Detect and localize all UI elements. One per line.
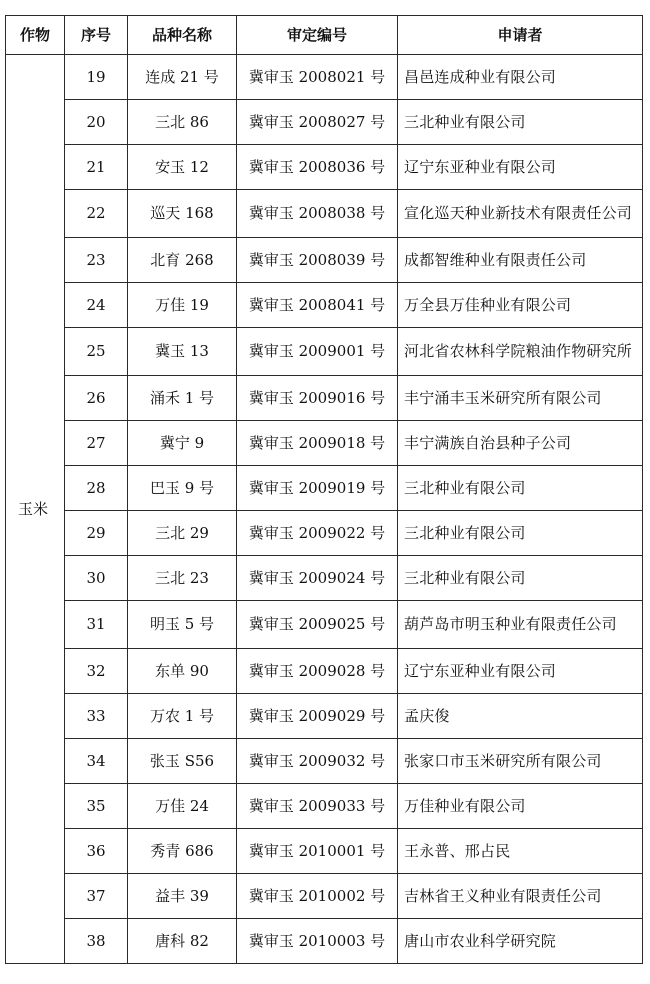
approval-number-cell: 冀审玉 2009022 号	[237, 511, 398, 556]
variety-cell: 秀青 686	[128, 829, 237, 874]
applicant-cell: 三北种业有限公司	[398, 466, 643, 511]
crop-name-cell: 玉米	[6, 55, 65, 964]
table-row	[6, 511, 643, 556]
seq-cell: 27	[65, 421, 128, 466]
variety-cell: 万佳 24	[128, 784, 237, 829]
seq-cell: 29	[65, 511, 128, 556]
variety-cell: 唐科 82	[128, 919, 237, 964]
approval-number-cell: 冀审玉 2009016 号	[237, 376, 398, 421]
applicant-cell: 丰宁满族自治县种子公司	[398, 421, 643, 466]
applicant-cell: 三北种业有限公司	[398, 100, 643, 145]
table-row	[6, 238, 643, 283]
table-row	[6, 100, 643, 145]
approval-number-cell: 冀审玉 2010002 号	[237, 874, 398, 919]
approval-number-cell: 冀审玉 2008039 号	[237, 238, 398, 283]
table-row	[6, 145, 643, 190]
header-seq: 序号	[65, 16, 128, 55]
variety-cell: 明玉 5 号	[128, 601, 237, 649]
variety-cell: 益丰 39	[128, 874, 237, 919]
approval-number-cell: 冀审玉 2009019 号	[237, 466, 398, 511]
approval-number-cell: 冀审玉 2009029 号	[237, 694, 398, 739]
seq-cell: 21	[65, 145, 128, 190]
approval-number-cell: 冀审玉 2010001 号	[237, 829, 398, 874]
header-approval: 审定编号	[237, 16, 398, 55]
applicant-cell: 丰宁涌丰玉米研究所有限公司	[398, 376, 643, 421]
seq-cell: 35	[65, 784, 128, 829]
variety-cell: 万农 1 号	[128, 694, 237, 739]
applicant-cell: 唐山市农业科学研究院	[398, 919, 643, 964]
approval-number-cell: 冀审玉 2008027 号	[237, 100, 398, 145]
table-row	[6, 649, 643, 694]
applicant-cell: 辽宁东亚种业有限公司	[398, 145, 643, 190]
variety-cell: 三北 86	[128, 100, 237, 145]
variety-cell: 张玉 S56	[128, 739, 237, 784]
table-header-row	[6, 16, 643, 55]
table-row	[6, 739, 643, 784]
applicant-cell: 孟庆俊	[398, 694, 643, 739]
variety-cell: 东单 90	[128, 649, 237, 694]
table-row	[6, 874, 643, 919]
seq-cell: 30	[65, 556, 128, 601]
applicant-cell: 辽宁东亚种业有限公司	[398, 649, 643, 694]
approval-number-cell: 冀审玉 2009028 号	[237, 649, 398, 694]
table-row	[6, 283, 643, 328]
variety-cell: 涌禾 1 号	[128, 376, 237, 421]
header-crop: 作物	[6, 16, 65, 55]
table-row	[6, 694, 643, 739]
variety-cell: 三北 23	[128, 556, 237, 601]
header-applicant: 申请者	[398, 16, 643, 55]
variety-approval-table	[5, 15, 643, 964]
approval-number-cell: 冀审玉 2008021 号	[237, 55, 398, 100]
seq-cell: 33	[65, 694, 128, 739]
seq-cell: 32	[65, 649, 128, 694]
applicant-cell: 葫芦岛市明玉种业有限责任公司	[398, 601, 643, 649]
table-row	[6, 601, 643, 649]
approval-number-cell: 冀审玉 2008041 号	[237, 283, 398, 328]
table-row	[6, 190, 643, 238]
table-row	[6, 421, 643, 466]
variety-cell: 冀宁 9	[128, 421, 237, 466]
seq-cell: 26	[65, 376, 128, 421]
variety-cell: 安玉 12	[128, 145, 237, 190]
table-body	[6, 55, 643, 964]
seq-cell: 28	[65, 466, 128, 511]
approval-number-cell: 冀审玉 2009032 号	[237, 739, 398, 784]
table-row	[6, 919, 643, 964]
applicant-cell: 万佳种业有限公司	[398, 784, 643, 829]
seq-cell: 19	[65, 55, 128, 100]
applicant-cell: 河北省农林科学院粮油作物研究所	[398, 328, 643, 376]
applicant-cell: 张家口市玉米研究所有限公司	[398, 739, 643, 784]
applicant-cell: 三北种业有限公司	[398, 556, 643, 601]
seq-cell: 23	[65, 238, 128, 283]
approval-number-cell: 冀审玉 2010003 号	[237, 919, 398, 964]
variety-cell: 北育 268	[128, 238, 237, 283]
approval-number-cell: 冀审玉 2009024 号	[237, 556, 398, 601]
table-row	[6, 466, 643, 511]
seq-cell: 31	[65, 601, 128, 649]
variety-cell: 连成 21 号	[128, 55, 237, 100]
table-row	[6, 784, 643, 829]
table-row	[6, 556, 643, 601]
variety-cell: 万佳 19	[128, 283, 237, 328]
applicant-cell: 宣化巡天种业新技术有限责任公司	[398, 190, 643, 238]
table-row	[6, 55, 643, 100]
seq-cell: 20	[65, 100, 128, 145]
seq-cell: 37	[65, 874, 128, 919]
seq-cell: 24	[65, 283, 128, 328]
table-row	[6, 376, 643, 421]
applicant-cell: 成都智维种业有限责任公司	[398, 238, 643, 283]
table-row	[6, 829, 643, 874]
applicant-cell: 三北种业有限公司	[398, 511, 643, 556]
approval-number-cell: 冀审玉 2009025 号	[237, 601, 398, 649]
approval-number-cell: 冀审玉 2009033 号	[237, 784, 398, 829]
approval-number-cell: 冀审玉 2008038 号	[237, 190, 398, 238]
variety-cell: 巡天 168	[128, 190, 237, 238]
approval-number-cell: 冀审玉 2008036 号	[237, 145, 398, 190]
applicant-cell: 昌邑连成种业有限公司	[398, 55, 643, 100]
approval-number-cell: 冀审玉 2009018 号	[237, 421, 398, 466]
variety-cell: 冀玉 13	[128, 328, 237, 376]
applicant-cell: 王永普、邢占民	[398, 829, 643, 874]
approval-number-cell: 冀审玉 2009001 号	[237, 328, 398, 376]
applicant-cell: 吉林省王义种业有限责任公司	[398, 874, 643, 919]
seq-cell: 38	[65, 919, 128, 964]
seq-cell: 34	[65, 739, 128, 784]
applicant-cell: 万全县万佳种业有限公司	[398, 283, 643, 328]
variety-cell: 三北 29	[128, 511, 237, 556]
seq-cell: 25	[65, 328, 128, 376]
seq-cell: 22	[65, 190, 128, 238]
header-variety: 品种名称	[128, 16, 237, 55]
seq-cell: 36	[65, 829, 128, 874]
variety-cell: 巴玉 9 号	[128, 466, 237, 511]
table-row	[6, 328, 643, 376]
